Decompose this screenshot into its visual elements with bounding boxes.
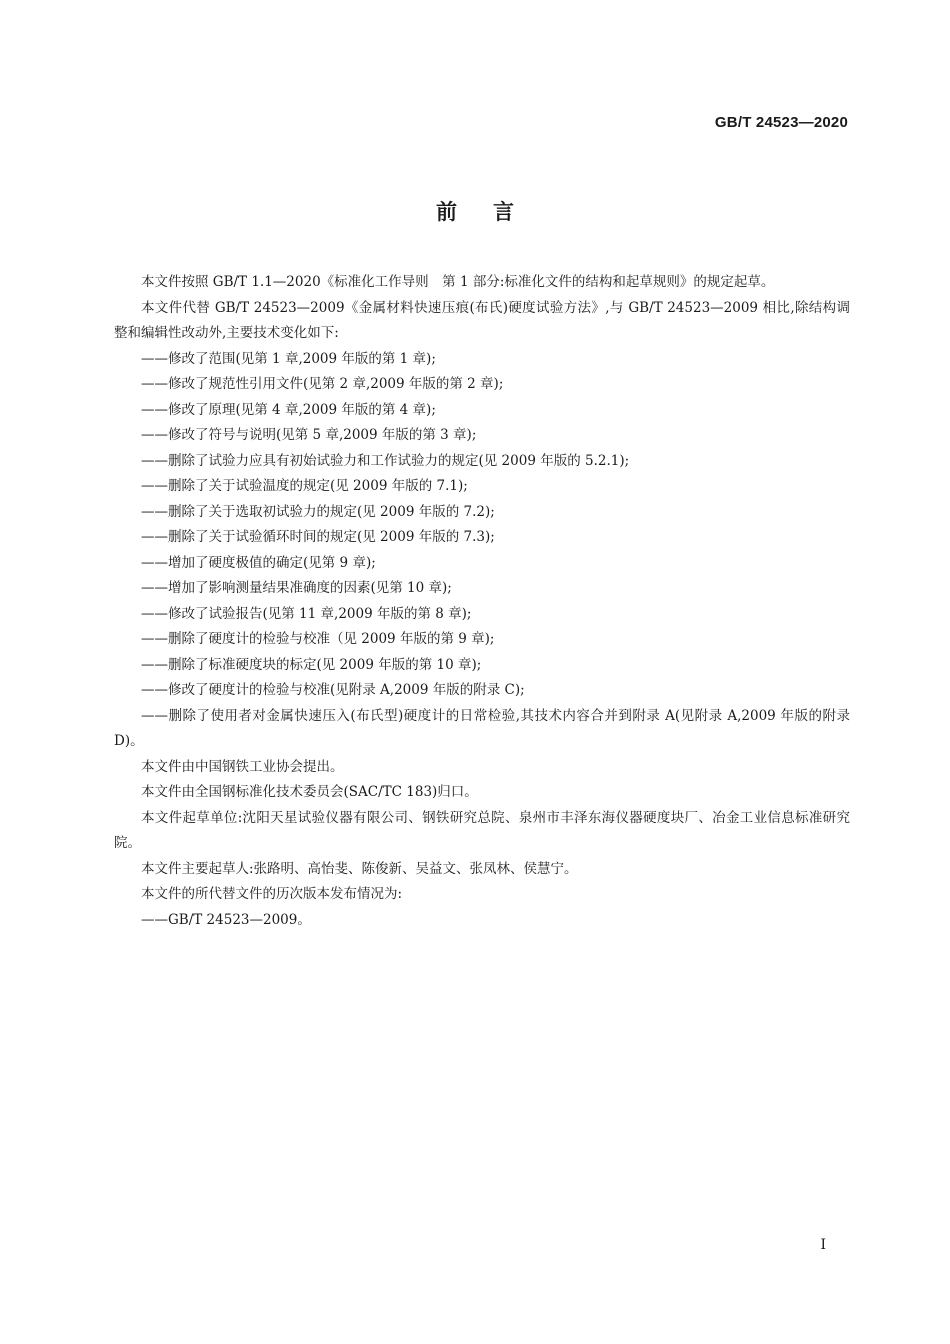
paragraph-drafting-basis: 本文件按照 GB/T 1.1—2020《标准化工作导则 第 1 部分:标准化文件的结构和起草规则》的规定起草。: [141, 274, 775, 290]
paragraph-replacement: 本文件代替 GB/T 24523—2009《金属材料快速压痕(布氏)硬度试验方法》,与 GB/T 24523—2009 相比,除结构调整和编辑性改动外,主要技术变化如下:: [114, 299, 850, 341]
change-item: ——修改了符号与说明(见第 5 章,2009 年版的第 3 章);: [141, 427, 477, 443]
history-item: ——GB/T 24523—2009。: [141, 911, 311, 928]
document-code: GB/T 24523—2020: [714, 114, 848, 131]
change-item: ——修改了原理(见第 4 章,2009 年版的第 4 章);: [141, 401, 436, 418]
title-char-2: 言: [493, 200, 514, 224]
change-item: ——修改了规范性引用文件(见第 2 章,2009 年版的第 2 章);: [141, 376, 504, 392]
paragraph-proposer: 本文件由中国钢铁工业协会提出。: [141, 758, 344, 775]
change-item: ——增加了硬度极值的确定(见第 9 章);: [141, 554, 376, 571]
paragraph-drafting-units: 本文件起草单位:沈阳天星试验仪器有限公司、钢铁研究总院、泉州市丰泽东海仪器硬度块厂、冶金工业信息标准研究院。: [114, 809, 850, 851]
change-item: ——修改了试验报告(见第 11 章,2009 年版的第 8 章);: [141, 605, 472, 622]
change-item: ——删除了关于选取初试验力的规定(见 2009 年版的 7.2);: [141, 503, 495, 520]
change-item: ——删除了关于试验循环时间的规定(见 2009 年版的 7.3);: [141, 529, 495, 545]
change-item: ——删除了标准硬度块的标定(见 2009 年版的第 10 章);: [141, 656, 482, 673]
change-item: ——删除了硬度计的检验与校准（见 2009 年版的第 9 章);: [141, 631, 495, 647]
change-item: ——修改了硬度计的检验与校准(见附录 A,2009 年版的附录 C);: [141, 682, 525, 698]
change-item: ——增加了影响测量结果准确度的因素(见第 10 章);: [141, 580, 452, 596]
change-item: ——删除了试验力应具有初始试验力和工作试验力的规定(见 2009 年版的 5.2.1);: [141, 452, 630, 469]
page-title: [0, 196, 950, 226]
change-item: ——删除了使用者对金属快速压入(布氏型)硬度计的日常检验,其技术内容合并到附录 A(见附录 A,2009 年版的附录 D)。: [114, 707, 850, 749]
paragraph-history: 本文件的所代替文件的历次版本发布情况为:: [141, 886, 403, 902]
page-number: I: [820, 1237, 826, 1253]
title-char-1: 前: [436, 200, 457, 224]
change-item: ——修改了范围(见第 1 章,2009 年版的第 1 章);: [141, 350, 436, 367]
change-item: ——删除了关于试验温度的规定(见 2009 年版的 7.1);: [141, 478, 468, 494]
paragraph-drafters: 本文件主要起草人:张路明、高怡斐、陈俊新、吴益文、张凤林、侯慧宁。: [141, 860, 578, 877]
paragraph-committee: 本文件由全国钢标准化技术委员会(SAC/TC 183)归口。: [141, 784, 478, 800]
foreword-body: [114, 270, 850, 933]
